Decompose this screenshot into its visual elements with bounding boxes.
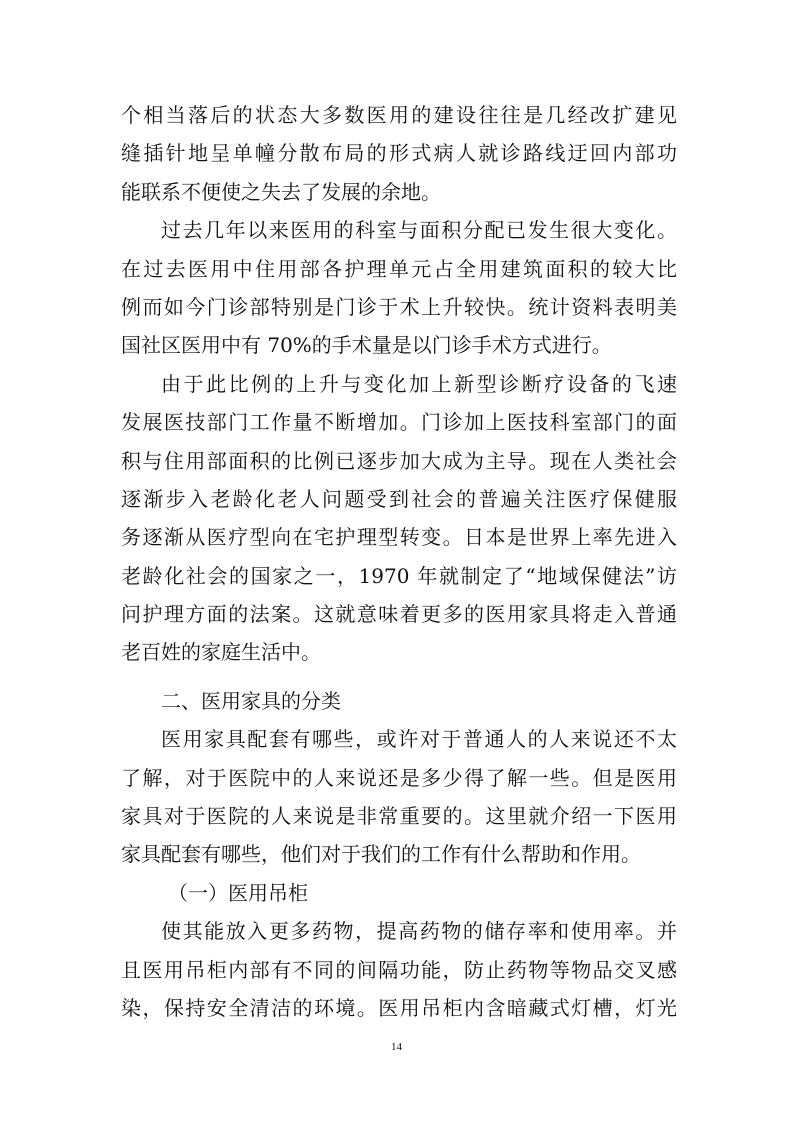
paragraph-line: 医用家具配套有哪些，或许对于普通人的人来说还不太 — [161, 727, 677, 752]
body-text — [121, 96, 677, 1027]
paragraph-line: 家具配套有哪些，他们对于我们的工作有什么帮助和作用。 — [121, 842, 641, 867]
sub-heading: （一）医用吊柜 — [168, 880, 308, 905]
paragraph-line: 国社区医用中有 70%的手术量是以门诊手术方式进行。 — [121, 333, 612, 358]
section-gap — [121, 672, 677, 682]
paragraph-line: 缝插针地呈单幢分散布局的形式病人就诊路线迂回内部功 — [121, 141, 677, 166]
paragraph-line: 逐渐步入老龄化老人问题受到社会的普遍关注医疗保健服 — [121, 486, 677, 511]
paragraph-line: 在过去医用中住用部各护理单元占全用建筑面积的较大比 — [121, 256, 677, 281]
paragraph-line: 过去几年以来医用的科室与面积分配已发生很大变化。 — [161, 218, 677, 243]
paragraph-line: 且医用吊柜内部有不同的间隔功能，防止药物等物品交叉感 — [121, 957, 677, 982]
paragraph-line: 由于此比例的上升与变化加上新型诊断疗设备的飞速 — [161, 371, 677, 396]
paragraph-line: 例而如今门诊部特别是门诊于术上升较快。统计资料表明美 — [121, 294, 677, 319]
section-heading: 二、医用家具的分类 — [161, 688, 341, 713]
paragraph-line: 务逐渐从医疗型向在宅护理型转变。日本是世界上率先进入 — [121, 525, 677, 550]
paragraph-line: 问护理方面的法案。这就意味着更多的医用家具将走入普通 — [121, 602, 677, 627]
page-number: 14 — [391, 1041, 402, 1053]
paragraph-line: 使其能放入更多药物，提高药物的储存率和使用率。并 — [161, 919, 677, 944]
paragraph-line: 染，保持安全清洁的环境。医用吊柜内含暗藏式灯槽，灯光 — [121, 995, 677, 1020]
paragraph-line: 发展医技部门工作量不断增加。门诊加上医技科室部门的面 — [121, 410, 677, 435]
paragraph-line: 能联系不便使之失去了发展的余地。 — [121, 179, 441, 204]
paragraph-line: 积与住用部面积的比例已逐步加大成为主导。现在人类社会 — [121, 448, 677, 473]
paragraph-line: 个相当落后的状态大多数医用的建设往往是几经改扩建见 — [121, 103, 677, 127]
paragraph-line: 老龄化社会的国家之一，1970 年就制定了“地域保健法”访 — [121, 563, 677, 588]
paragraph-line: 老百姓的家庭生活中。 — [121, 640, 321, 665]
paragraph-line: 了解，对于医院中的人来说还是多少得了解一些。但是医用 — [121, 765, 677, 790]
paragraph-line: 家具对于医院的人来说是非常重要的。这里就介绍一下医用 — [121, 804, 677, 829]
